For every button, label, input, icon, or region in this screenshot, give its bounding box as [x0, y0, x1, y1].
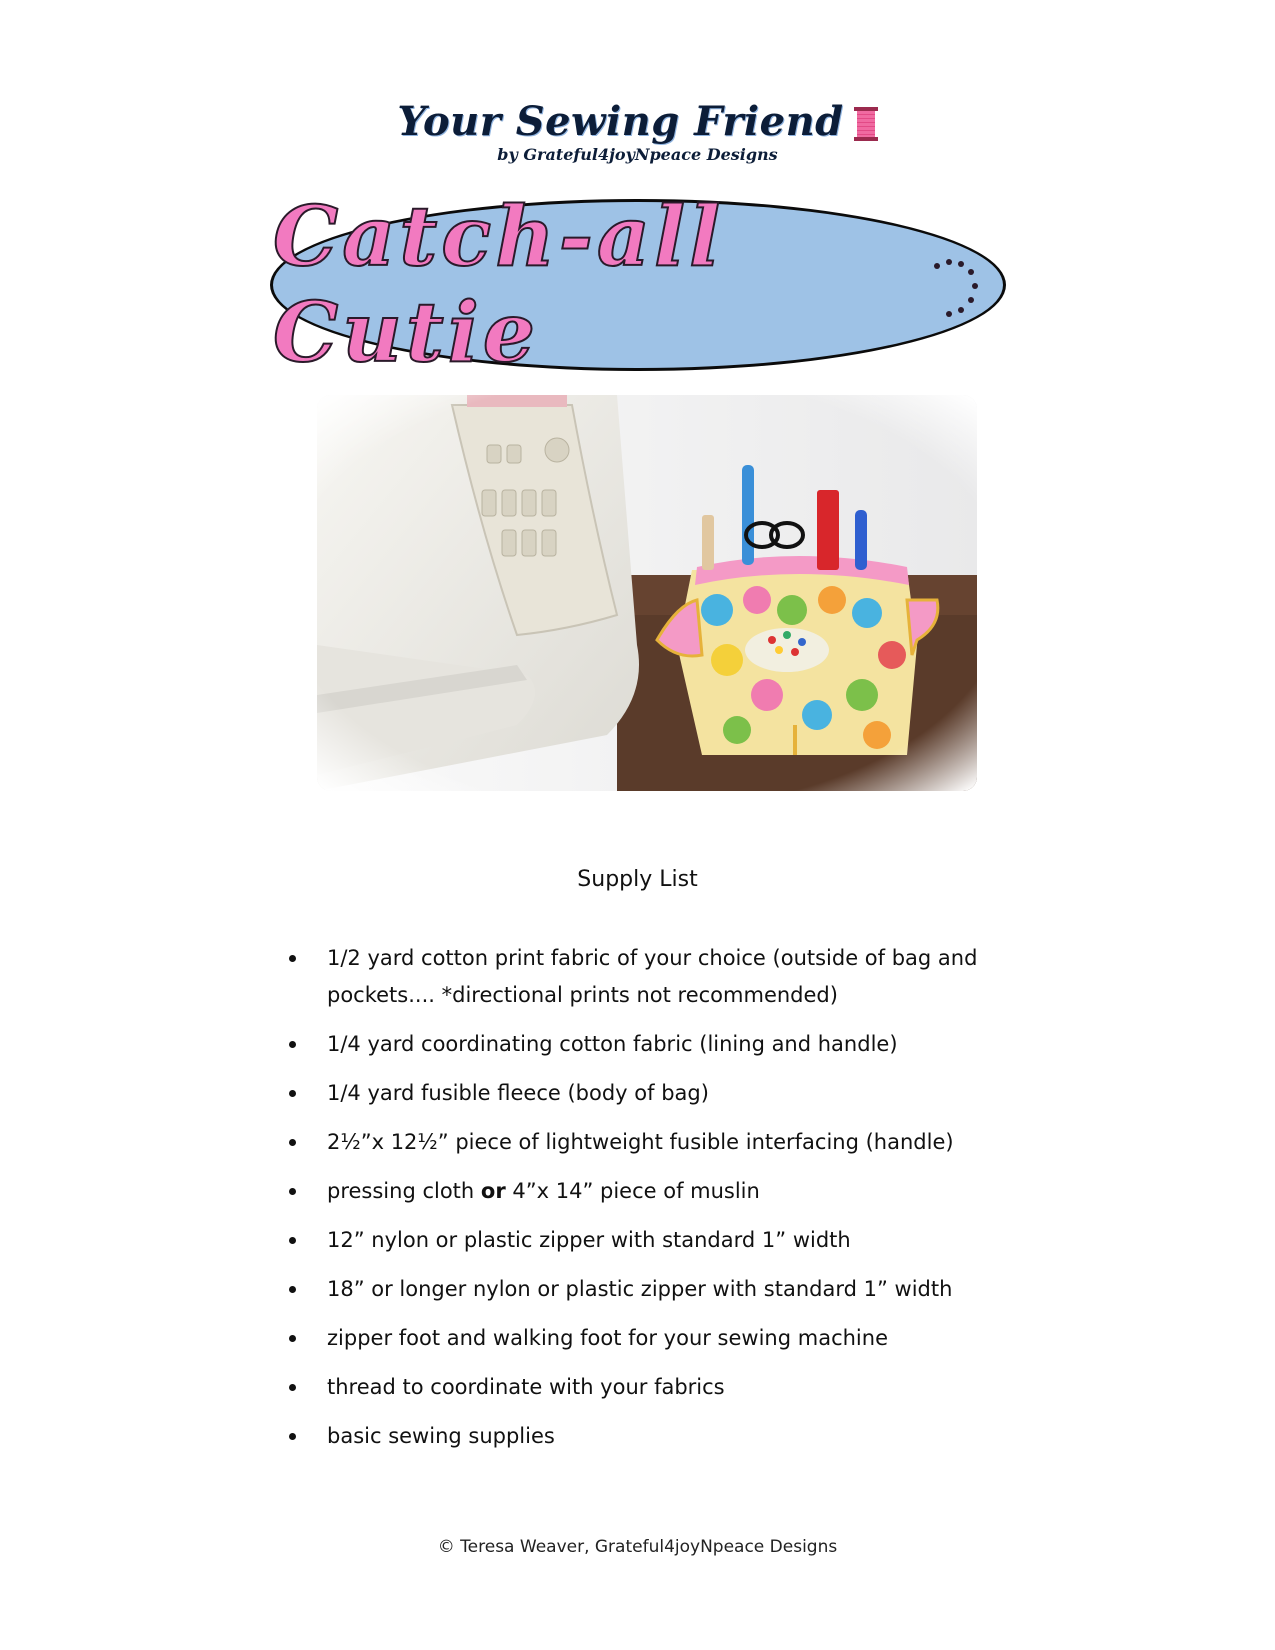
- brand-title-row: [397, 98, 877, 145]
- bullet-icon: [289, 1237, 296, 1244]
- supply-list: [285, 940, 995, 1467]
- brand-subtitle: by Grateful4joyNpeace Designs: [497, 145, 778, 164]
- product-photo: [317, 395, 977, 791]
- pattern-title-banner: [270, 189, 1006, 381]
- supply-item-text-line2: pockets.... *directional prints not recommended): [327, 983, 838, 1007]
- supply-item: [285, 1075, 995, 1112]
- supply-item-text: zipper foot and walking foot for your sewing machine: [327, 1326, 888, 1350]
- pattern-title: Catch-all Cutie: [273, 189, 725, 381]
- supply-item-text: 1/2 yard cotton print fabric of your choice (outside of bag and: [327, 946, 978, 970]
- supply-item-emphasis: or: [480, 1179, 506, 1203]
- brand-header: [0, 98, 1275, 164]
- supply-item-text: pressing cloth: [327, 1179, 481, 1203]
- bullet-icon: [289, 1090, 296, 1097]
- brand-title: Your Sewing Friend: [397, 98, 844, 145]
- supply-item: [285, 1222, 995, 1259]
- bullet-icon: [289, 1286, 296, 1293]
- bullet-icon: [289, 1041, 296, 1048]
- supply-item: [285, 940, 995, 1014]
- bullet-icon: [289, 1433, 296, 1440]
- supply-item: [285, 1124, 995, 1161]
- decorative-dots-icon: [931, 258, 979, 318]
- bullet-icon: [289, 1335, 296, 1342]
- sewing-machine-and-caddy-illustration: [317, 395, 977, 791]
- supply-item-text: 18” or longer nylon or plastic zipper with standard 1” width: [327, 1277, 953, 1301]
- supply-item-text: 2½”x 12½” piece of lightweight fusible interfacing (handle): [327, 1130, 954, 1154]
- supply-item: [285, 1026, 995, 1063]
- supply-item: [285, 1369, 995, 1406]
- supply-item: [285, 1271, 995, 1308]
- supply-item-text: 1/4 yard coordinating cotton fabric (lining and handle): [327, 1032, 898, 1056]
- supply-item-text-continued: 4”x 14” piece of muslin: [505, 1179, 760, 1203]
- bullet-icon: [289, 1139, 296, 1146]
- bullet-icon: [289, 1384, 296, 1391]
- bullet-icon: [289, 955, 296, 962]
- supply-item-text: 12” nylon or plastic zipper with standard 1” width: [327, 1228, 851, 1252]
- supply-item-text: thread to coordinate with your fabrics: [327, 1375, 725, 1399]
- bullet-icon: [289, 1188, 296, 1195]
- supply-list-heading: Supply List: [577, 867, 698, 892]
- copyright-footer: © Teresa Weaver, Grateful4joyNpeace Designs: [437, 1537, 838, 1557]
- thread-spool-icon: [854, 107, 878, 141]
- supply-item: [285, 1418, 995, 1455]
- supply-item: [285, 1320, 995, 1357]
- supply-item: [285, 1173, 995, 1210]
- supply-item-text: 1/4 yard fusible fleece (body of bag): [327, 1081, 709, 1105]
- supply-item-text: basic sewing supplies: [327, 1424, 555, 1448]
